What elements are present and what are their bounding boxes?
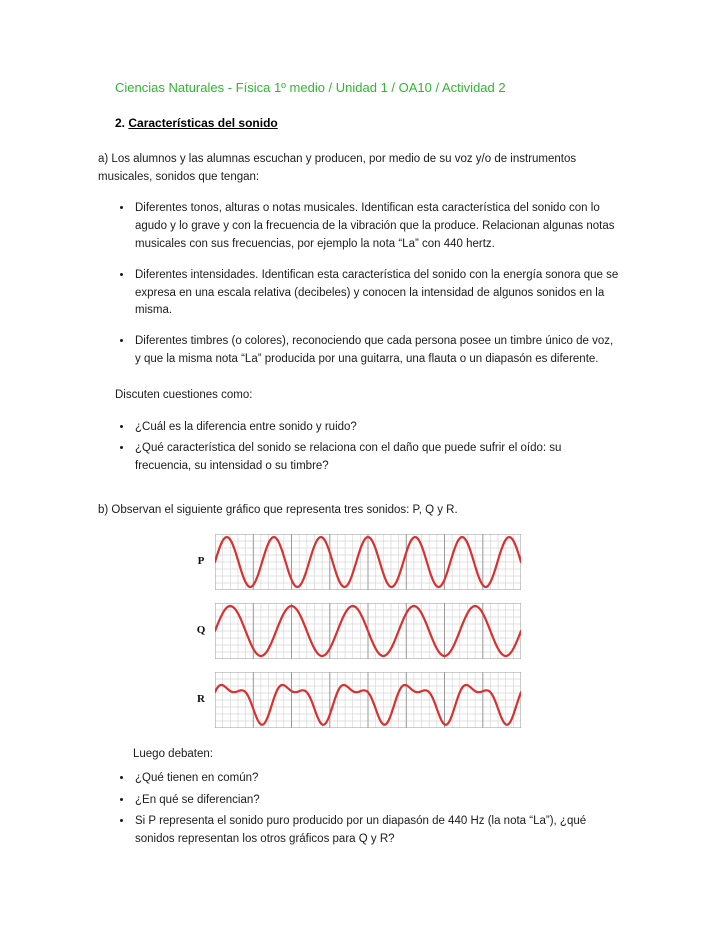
wave-chart-row-r (193, 672, 620, 728)
paragraph-b: b) Observan el siguiente gráfico que representa tres sonidos: P, Q y R. (98, 504, 458, 517)
wave-chart-row-q (193, 603, 620, 659)
debate-intro: Luego debaten: (133, 747, 213, 760)
wave-plot-r (215, 672, 521, 728)
list-item: • Si P representa el sonido puro producido por un diapasón de 440 Hz (la nota “La”), ¿qué sonidos representan los otros gráficos para Q y R? (133, 813, 620, 849)
list-item: • Diferentes tonos, alturas o notas musicales. Identifican esta característica del sonido con lo agudo y lo grave y con la frecuencia de la vibración que la produce. Relacionan algunas notas musicales con sus frecuencias, por ejemplo la nota “La” con 440 hertz. (133, 200, 620, 253)
section-heading (115, 114, 620, 133)
list-item: • ¿Qué tienen en común? (133, 770, 620, 788)
document-title: Ciencias Naturales - Física 1º medio / Unidad 1 / OA10 / Actividad 2 (115, 80, 506, 95)
wave-label-r: R (197, 693, 205, 706)
wave-label-p: P (197, 555, 205, 568)
wave-plot-q (215, 603, 521, 659)
waveform-figure (193, 534, 620, 728)
section-title: Características del sonido (128, 116, 278, 131)
wave-chart-row-p (193, 534, 620, 590)
debate-list (98, 770, 620, 849)
wave-label-q: Q (196, 624, 206, 637)
section-a-list (98, 200, 620, 369)
list-item: • Diferentes timbres (o colores), reconociendo que cada persona posee un timbre único de voz, y que la misma nota “La” producida por una guitarra, una flauta o un diapasón es diferente. (133, 333, 620, 369)
wave-plot-p (215, 534, 521, 590)
discussion-intro: Discuten cuestiones como: (115, 388, 253, 401)
list-item: • ¿En qué se diferencian? (133, 792, 620, 810)
discussion-list (98, 419, 620, 476)
list-item: • Diferentes intensidades. Identifican esta característica del sonido con la energía sonora que se expresa en una escala relativa (decibeles) y conocen la intensidad de algunos sonidos en la misma. (133, 267, 620, 320)
list-item: • ¿Qué característica del sonido se relaciona con el daño que puede sufrir el oído: su frecuencia, su intensidad o su timbre? (133, 440, 620, 476)
paragraph-a: a) Los alumnos y las alumnas escuchan y producen, por medio de su voz y/o de instrumentos musicales, sonidos que tengan: (98, 152, 577, 183)
section-number: 2. (115, 116, 126, 131)
list-item: • ¿Cuál es la diferencia entre sonido y ruido? (133, 419, 620, 437)
